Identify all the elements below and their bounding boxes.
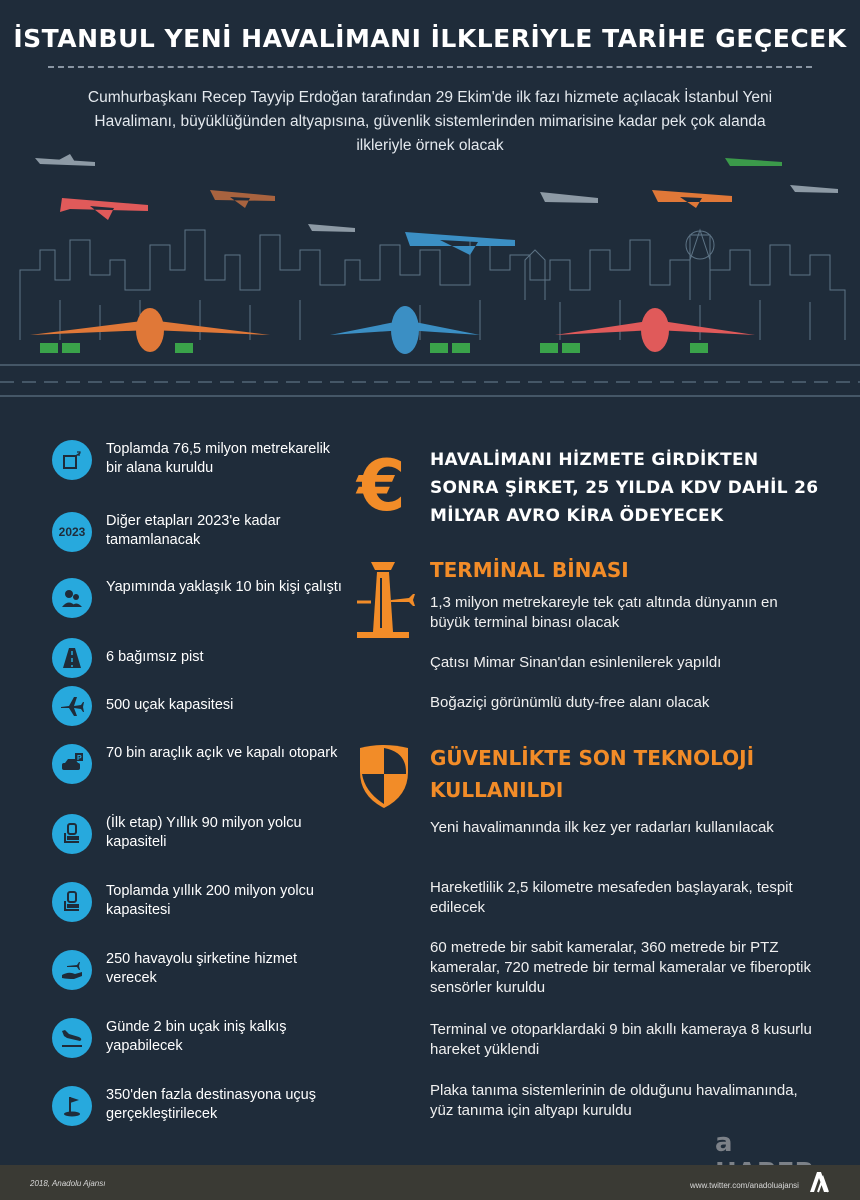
security-item: Plaka tanıma sistemlerinin de olduğunu havalimanında, yüz tanıma için altyapı kuruldu (430, 1082, 798, 1119)
control-tower-icon (355, 558, 419, 644)
terminal-heading: TERMİNAL BİNASI (430, 558, 629, 582)
page-title: İSTANBUL YENİ HAVALİMANI İLKLERİYLE TARİHE GEÇECEK (13, 24, 847, 53)
landing-icon (52, 1018, 92, 1058)
plane-grey-4 (790, 185, 838, 193)
stat-text: Toplamda yıllık 200 milyon yolcu kapasitesi (106, 883, 314, 918)
plane-grey-2 (308, 224, 355, 232)
stat-workers (52, 578, 352, 626)
stat-runways (52, 638, 352, 686)
stat-text: 6 bağımsız pist (106, 649, 204, 665)
passenger-icon (52, 882, 92, 922)
plane-green (725, 158, 782, 166)
stat-destinations (52, 1086, 352, 1134)
stat-total-capacity (52, 882, 352, 930)
stat-text: Yapımında yaklaşık 10 bin kişi çalıştı (106, 579, 342, 595)
stat-text: Günde 2 bin uçak iniş kalkış yapabilecek (106, 1019, 287, 1054)
year-badge-icon (52, 512, 92, 552)
security-item: Yeni havalimanında ilk kez yer radarları kullanılacak (430, 819, 774, 836)
airport-illustration (0, 150, 860, 400)
stat-first-phase (52, 814, 352, 862)
runway (0, 365, 860, 396)
flying-planes (35, 154, 838, 255)
rent-headline: HAVALİMANI HİZMETE GİRDİKTEN SONRA ŞİRKET, 25 YILDA KDV DAHİL 26 MİLYAR AVRO KİRA ÖDEYECEK (430, 450, 819, 526)
terminal-item: 1,3 milyon metrekareyle tek çatı altında dünyanın en büyük terminal binası olacak (430, 594, 778, 631)
terminal-item: Çatısı Mimar Sinan'dan esinlenilerek yapıldı (430, 654, 722, 671)
runway-icon (52, 638, 92, 678)
plane-brown (210, 190, 275, 208)
security-item: 60 metrede bir sabit kameralar, 360 metrede bir PTZ kameralar, 720 metrede bir termal kameralar ve fiberoptik sensörler kuruldu (430, 939, 811, 996)
footer-credit: 2018, Anadolu Ajansı (30, 1179, 106, 1188)
security-item: Terminal ve otoparklardaki 9 bin akıllı kameraya 8 kusurlu hareket yüklendi (430, 1021, 812, 1058)
area-icon (52, 440, 92, 480)
plane-icon (52, 686, 92, 726)
page-subtitle: Cumhurbaşkanı Recep Tayyip Erdoğan tarafından 29 Ekim'de ilk fazı hizmete açılacak İstanbul Yeni Havalimanı, büyüklüğünden altyapısına, güvenlik sistemlerinden mimarisine kadar pek çok alanda ilkleriyle örnek olacak (87, 89, 773, 154)
euro-icon (355, 450, 411, 520)
destination-icon (52, 1086, 92, 1126)
stat-text: 350'den fazla destinasyona uçuş gerçekleştirilecek (106, 1087, 316, 1122)
stat-year (52, 512, 352, 560)
title-divider (48, 66, 812, 68)
stat-parking (52, 744, 352, 792)
plane-orange (652, 190, 732, 208)
footer-twitter: www.twitter.com/anadoluajansi (690, 1181, 799, 1190)
stat-daily-flights (52, 1018, 352, 1066)
workers-icon (52, 578, 92, 618)
security-item: Hareketlilik 2,5 kilometre mesafeden başlayarak, tespit edilecek (430, 879, 793, 916)
stat-text: 500 uçak kapasitesi (106, 697, 234, 713)
terminal-item: Boğaziçi görünümlü duty-free alanı olacak (430, 694, 710, 711)
plane-grey-1 (35, 154, 95, 166)
ground-planes (30, 306, 755, 354)
stat-airlines (52, 950, 352, 998)
footer-bar (0, 1165, 860, 1200)
svg-text:€: € (357, 450, 406, 520)
anadolu-logo-icon (808, 1168, 834, 1194)
parking-icon (52, 744, 92, 784)
stat-aircraft (52, 686, 352, 734)
year-badge-label: 2023 (58, 525, 86, 539)
stat-text: 70 bin araçlık açık ve kapalı otopark (106, 745, 338, 761)
stat-text: Toplamda 76,5 milyon metrekarelik bir alana kuruldu (106, 441, 331, 476)
stat-text: 250 havayolu şirketine hizmet verecek (106, 951, 298, 986)
security-heading: GÜVENLİKTE SON TEKNOLOJİ KULLANILDI (430, 746, 755, 802)
airline-service-icon (52, 950, 92, 990)
haber-watermark: a (715, 1128, 733, 1158)
shield-icon (357, 742, 411, 810)
svg-text:P: P (77, 755, 82, 762)
plane-blue-big (405, 232, 515, 255)
stat-text: (İlk etap) Yıllık 90 milyon yolcu kapasiteli (106, 815, 302, 850)
stat-text: Diğer etapları 2023'e kadar tamamlanacak (106, 513, 281, 548)
plane-red-1 (60, 198, 148, 220)
passenger-icon (52, 814, 92, 854)
stat-area (52, 440, 352, 488)
plane-grey-3 (540, 192, 598, 203)
